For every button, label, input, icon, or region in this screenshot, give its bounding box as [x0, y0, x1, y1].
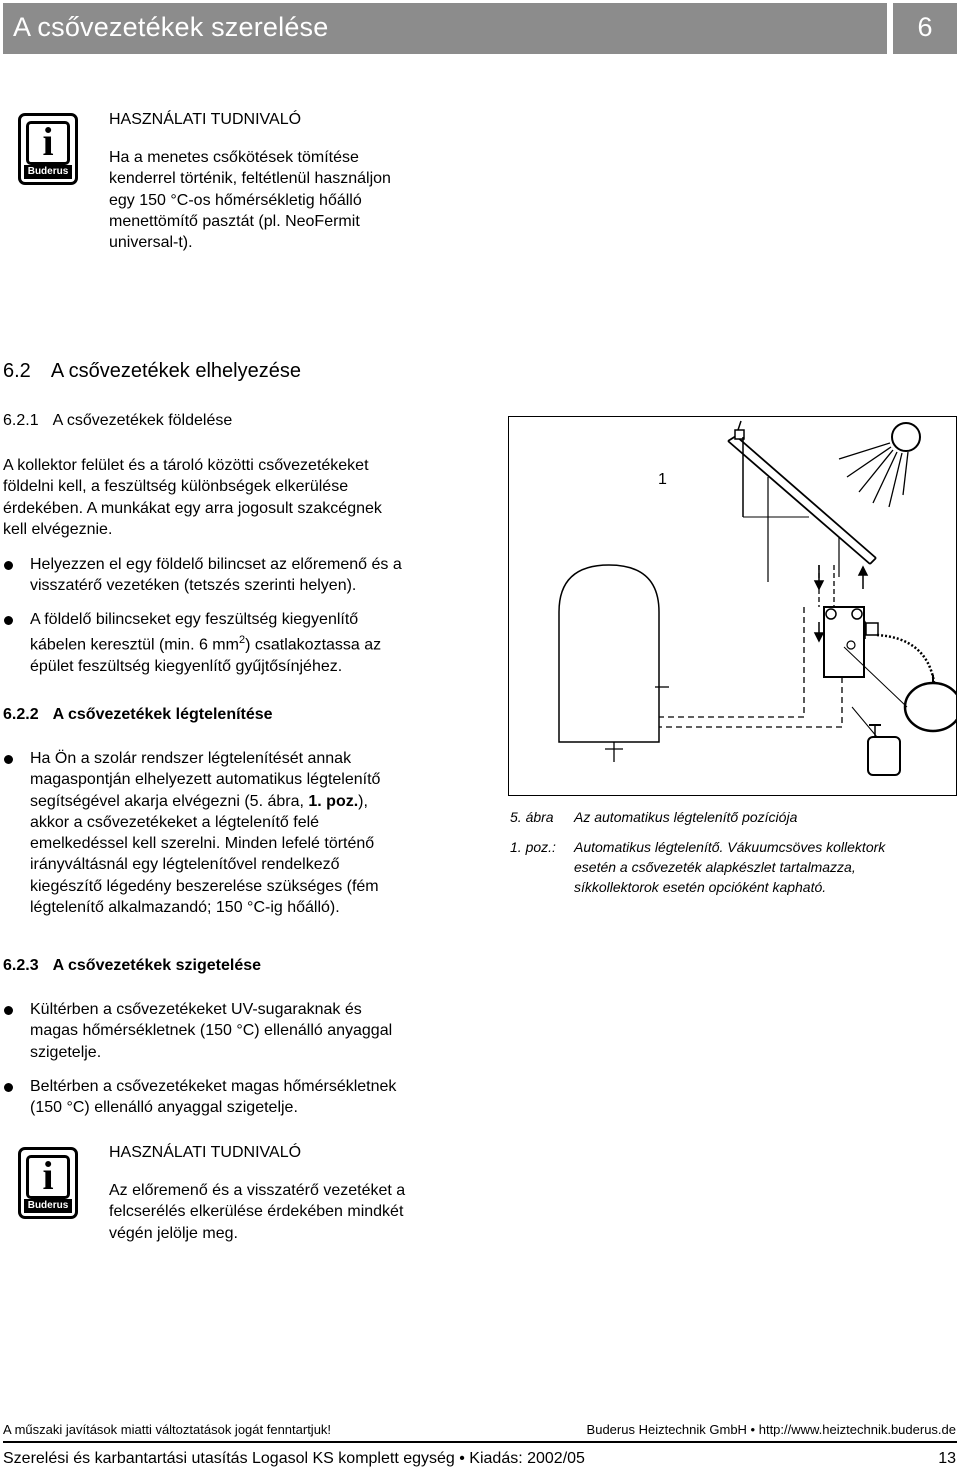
- footer-document-title: Szerelési és karbantartási utasítás Logasol KS komplett egység • Kiadás: 2002/05: [3, 1450, 585, 1467]
- info-icon: i Buderus: [18, 113, 78, 185]
- page-number: 13: [938, 1450, 956, 1467]
- storage-tank: [559, 565, 659, 742]
- sun-icon: [892, 423, 920, 451]
- note-title: HASZNÁLATI TUDNIVALÓ: [109, 1144, 302, 1161]
- chapter-title-bar: [3, 3, 887, 54]
- chapter-title: A csővezetékek szerelése: [13, 12, 329, 42]
- figure-position-label: 1: [658, 471, 667, 488]
- bullet-dot: [4, 1083, 13, 1092]
- list-item: Ha Ön a szolár rendszer légtelenítését annak magaspontján elhelyezett automatikus légtelenítő segítségével akarja elvégezni (5. ábra, 1. poz.), akkor a csővezetékeket a légtelenítő felé emelkedéssel kell szerelni. Minden lefelé történő irányváltásnál egy légtelenítővel rendelkező kiegészítő légedény beszerelése szükséges (fém légtelenítő alkalmazandó; 150 °C-ig hőálló).: [30, 750, 381, 917]
- footer-rule: [3, 1441, 957, 1443]
- note-body: Az előremenő és a visszatérő vezetéket a felcserélés elkerülése érdekében mindkét végén jelölje meg.: [109, 1182, 406, 1242]
- footer-company: Buderus Heiztechnik GmbH • http://www.heiztechnik.buderus.de: [586, 1422, 956, 1437]
- buderus-logo: Buderus: [24, 165, 72, 179]
- section-heading-6-2-1: 6.2.1 A csővezetékek földelése: [3, 412, 233, 429]
- collecting-canister: [868, 737, 900, 775]
- list-item: Kültérben a csővezetékeket UV-sugaraknak és magas hőmérsékletnek (150 °C) ellenálló anyaggal szigetelje.: [30, 1001, 393, 1061]
- bullet-dot: [4, 616, 13, 625]
- list-item: Beltérben a csővezetékeket magas hőmérsékletnek (150 °C) ellenálló anyaggal szigetelje.: [30, 1078, 397, 1117]
- list-item: A földelő bilincseket egy feszültség kiegyenlítő kábelen keresztül (min. 6 $mm^2$) csatlakoztassa az épület feszültség kiegyenlítő gyűjtősínjéhez.: [30, 611, 382, 675]
- section-heading-6-2-2: 6.2.2 A csővezetékek légtelenítése: [3, 706, 273, 723]
- bullet-dot: [4, 561, 13, 570]
- buderus-logo: Buderus: [24, 1199, 72, 1213]
- list-item: Helyezzen el egy földelő bilincset az előremenő és a visszatérő vezetéken (tetszés szerinti helyen).: [30, 556, 402, 595]
- info-icon: i Buderus: [18, 1147, 78, 1219]
- section-paragraph: A kollektor felület és a tároló közötti csővezetékeket földelni kell, a feszültség különbségek elkerülése érdekében. A munkákat egy arra jogosult szakcégnek kell elvégeznie.: [3, 457, 382, 538]
- sun-rays: [839, 443, 908, 507]
- section-heading-6-2: 6.2 A csővezetékek elhelyezése: [3, 360, 301, 382]
- footer-disclaimer: A műszaki javítások miatti változtatások jogát fenntartjuk!: [3, 1422, 332, 1437]
- solar-system-diagram: [509, 417, 956, 795]
- figure-caption: 5. ábra Az automatikus légtelenítő pozíciója: [510, 809, 798, 825]
- expansion-vessel: [905, 683, 956, 731]
- section-heading-6-2-3: 6.2.3 A csővezetékek szigetelése: [3, 957, 262, 974]
- chapter-number-box: [893, 3, 957, 54]
- note-body: Ha a menetes csőkötések tömítése kenderrel történik, feltétlenül használjon egy 150 °C-os hőmérsékletig hőálló menettömítő pasztát (pl. NeoFermit universal-t).: [109, 149, 391, 252]
- solar-collector: [728, 436, 876, 564]
- note-title: HASZNÁLATI TUDNIVALÓ: [109, 111, 302, 128]
- figure-diagram: [508, 416, 957, 796]
- bullet-dot: [4, 755, 13, 764]
- chapter-number: 6: [917, 12, 933, 42]
- bullet-dot: [4, 1006, 13, 1015]
- vessel-hose: [877, 635, 934, 682]
